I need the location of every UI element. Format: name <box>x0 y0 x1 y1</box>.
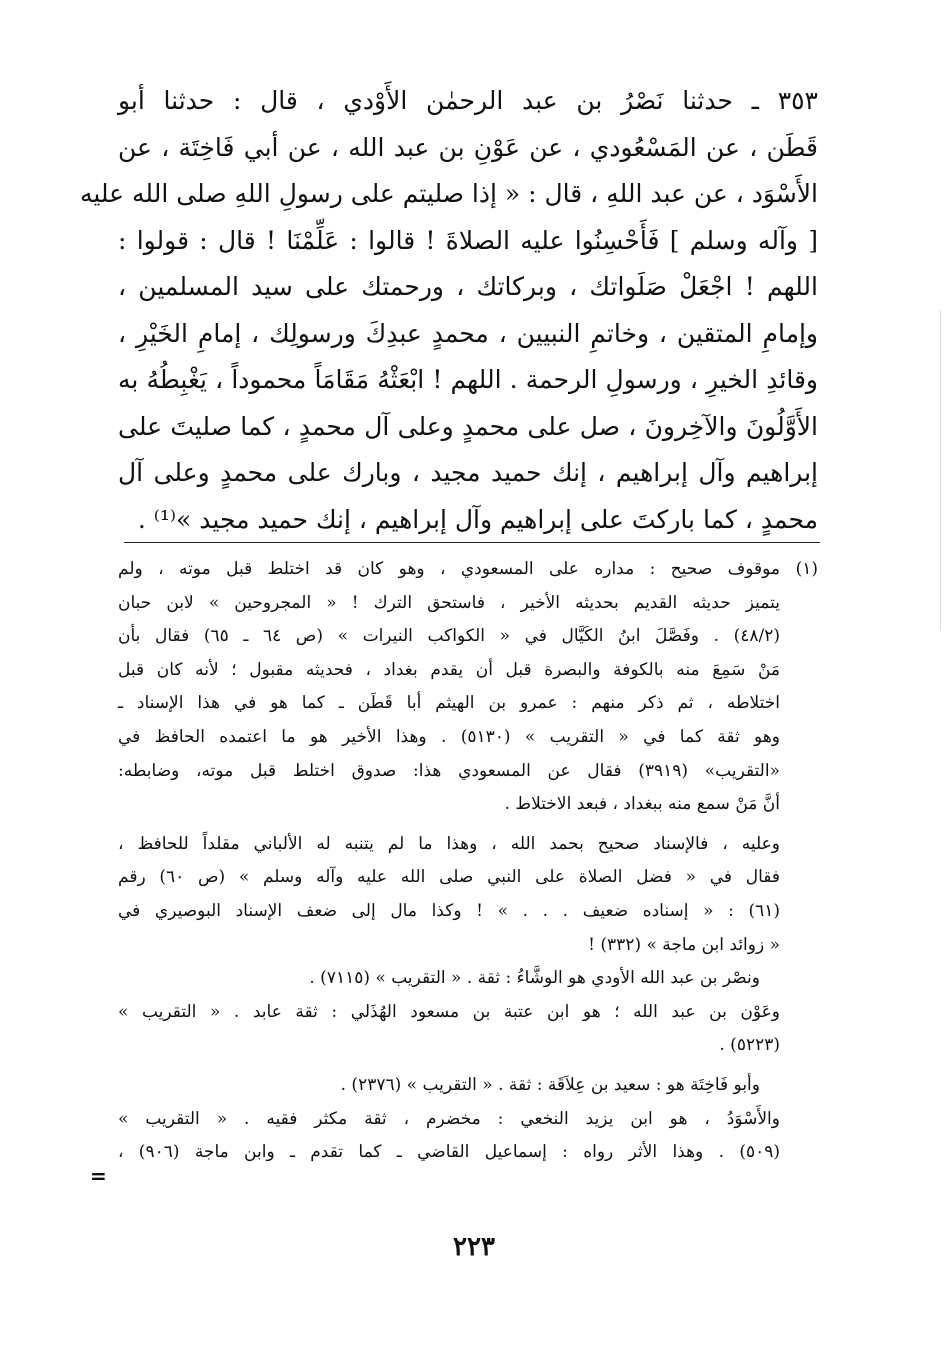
footnote-line: وهو ثقة كما في « التقريب » (٥١٣٠) . وهذا الأخير هو ما اعتمده الحافظ في <box>118 726 781 747</box>
footnote-line: يتميز حديثه القديم بحديثه الأخير ، فاستحق الترك ! « المجروحين » لابن حبان <box>118 592 780 613</box>
footnote-line: (٥٢٢٣) . <box>719 1035 780 1056</box>
footnote-line: (٥٠٩) . وهذا الأثر رواه : إسماعيل القاضي ـ كما تقدم ـ وابن ماجة (٩٠٦) ، <box>118 1142 780 1163</box>
footnote-number: (١) <box>795 559 818 579</box>
footnote-line: «التقريب» (٣٩١٩) فقال عن المسعودي هذا: صدوق اختلط قبل موته، وضابطه: <box>118 760 780 781</box>
page-number: ٢٢٣ <box>453 1232 495 1262</box>
footnote-line: (٦١) : « إسناده ضعيف . . . » ! وكذا مال إلى ضعف الإسناد البوصيري في <box>118 900 780 921</box>
hadith-line: إبراهيم وآل إبراهيم ، إنك حميد مجيد ، وبارك على محمدٍ وعلى آل <box>118 458 818 487</box>
hadith-line: الأَسْوَد ، عن عبد اللهِ ، قال : « إذا صليتم على رسولِ اللهِ صلى الله عليه <box>79 179 818 208</box>
footnote-line: وأبو فَاخِتَة هو : سعيد بن عِلاَقَة : ثقة . « التقريب » (٢٣٧٦) . <box>340 1074 760 1095</box>
footnote-line: وعَوْن بن عبد الله ؛ هو ابن عتبة بن مسعود الهُذَلي : ثقة عابد . « التقريب » <box>118 1001 780 1022</box>
hadith-line: ٣٥٣ ـ حدثنا نَصْرُ بن عبد الرحمٰن الأَوْدي ، قال : حدثنا أبو <box>118 86 818 115</box>
footnote-line <box>118 553 818 587</box>
footnote-line: اختلاطه ، ثم ذكر منهم : عمرو بن الهيثم أبا قَطَن ـ كما هو في هذا الإسناد ـ <box>118 693 780 714</box>
hadith-line: الأَوَّلُونَ والآخِرونَ ، صل على محمدٍ وعلى آل محمدٍ ، كما صليتَ على <box>118 411 818 441</box>
continuation-mark: = <box>90 1164 107 1188</box>
footnotes <box>118 553 818 1170</box>
hadith-line: محمدٍ ، كما باركتَ على إبراهيم وآل إبراهيم ، إنك حميد مجيد »⁽¹⁾ . <box>137 504 818 534</box>
hadith-line: قَطَن ، عن المَسْعُودي ، عن عَوْنِ بن عبد الله ، عن أبي فَاخِتَة ، عن <box>118 132 818 162</box>
footnote-line: (٤٨/٢) . وفَصَّلَ ابنُ الكَيَّال في « الكواكب النيرات » (ص ٦٤ ـ ٦٥) فقال بأن <box>118 626 781 647</box>
footnote-line: ونصْر بن عبد الله الأودي هو الوشَّاءُ : ثقة . « التقريب » (٧١١٥) . <box>309 968 760 989</box>
hadith-line: وإمامِ المتقين ، وخاتمِ النبيين ، محمدٍ عبدِكَ ورسولِك ، إمامِ الخَيْرِ ، <box>118 318 818 348</box>
hadith-line: اللهم ! اجْعَلْ صَلَواتك ، وبركاتك ، ورحمتك على سيد المسلمين ، <box>118 272 818 301</box>
hadith-text <box>79 78 818 543</box>
footnote-line: والأَسْوَدُ ، هو ابن يزيد النخعي : مخضرم ، ثقة مكثر فقيه . « التقريب » <box>118 1108 780 1129</box>
footnote-text: موقوف صحيح : مداره على المسعودي ، وهو كان قد اختلط قبل موته ، ولم <box>118 559 780 579</box>
footnote-divider <box>124 542 820 543</box>
scan-edge <box>940 310 941 630</box>
footnote-line: وعليه ، فالإسناد صحيح بحمد الله ، وهذا ما لم يتنبه له الألباني مقلداً للحافظ ، <box>118 833 780 854</box>
footnote-line: « زوائد ابن ماجة » (٣٣٢) ! <box>588 934 780 955</box>
footnote-line: مَنْ سَمِعَ منه بالكوفة والبصرة قبل أن يقدم بغداد ، فحديثه مقبول ؛ لأنه كان قبل <box>118 659 780 680</box>
hadith-line: [ وآله وسلم ] فَأَحْسِنُوا عليه الصلاةَ ! قالوا : عَلِّمْنَا ! قال : قولوا : <box>118 225 818 255</box>
footnote-line: أنَّ مَنْ سمع منه ببغداد ، فبعد الاختلاط . <box>504 794 780 815</box>
footnote-line: فقال في « فضل الصلاة على النبي صلى الله عليه وآله وسلم » (ص ٦٠) رقم <box>118 867 781 888</box>
hadith-line: وقائدِ الخيرِ ، ورسولِ الرحمة . اللهم ! ابْعَثْهُ مَقَامَاً محموداً ، يَغْبِطُهُ به <box>118 365 818 394</box>
